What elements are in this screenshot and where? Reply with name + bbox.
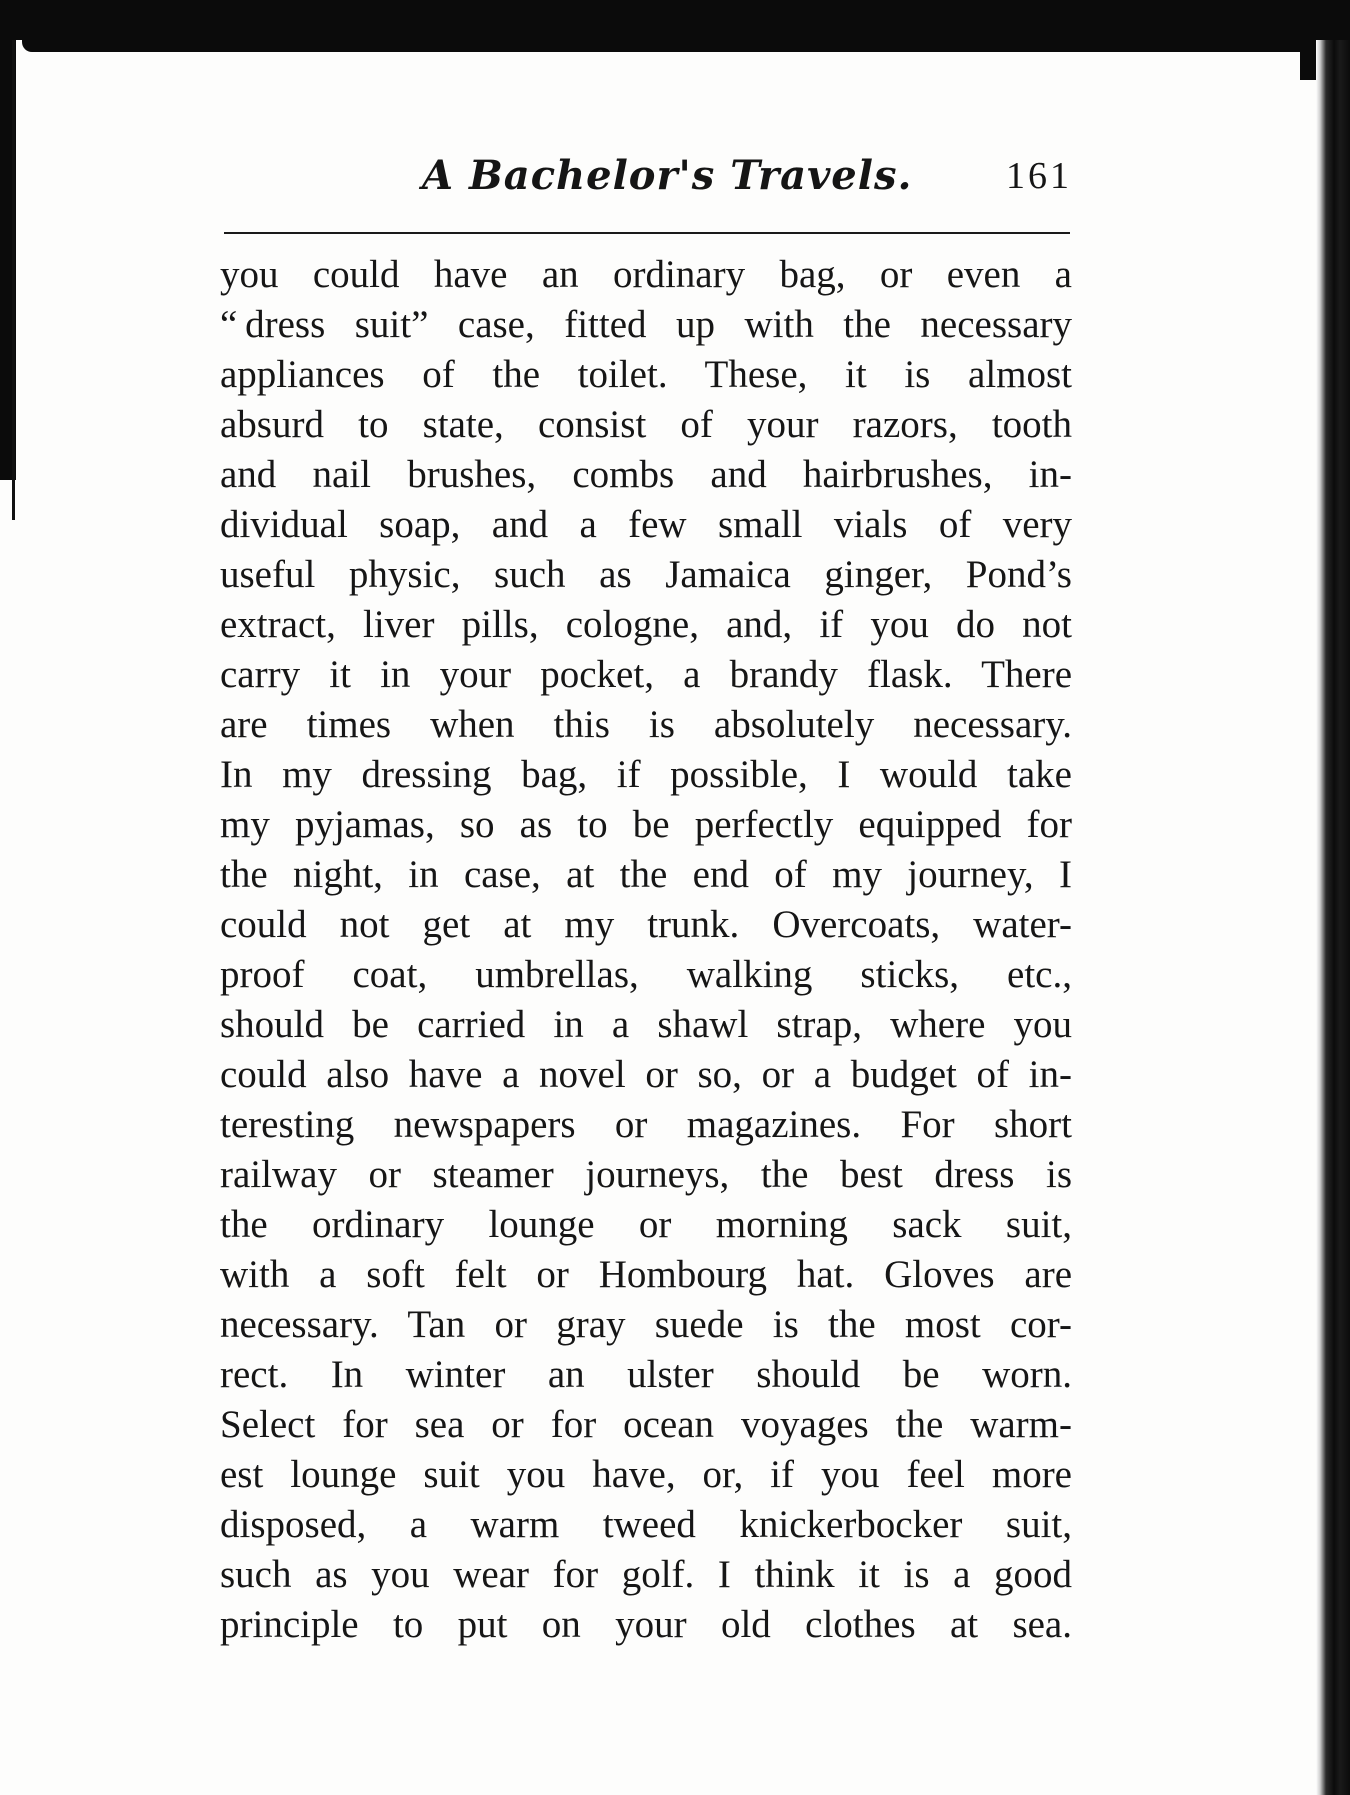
text-line: rect. In winter an ulster should be worn.: [220, 1353, 1072, 1396]
text-line: with a soft felt or Hombourg hat. Gloves are: [220, 1253, 1072, 1296]
text-line: necessary. Tan or gray suede is the most cor-: [220, 1303, 1072, 1346]
text-line: are times when this is absolutely necessary.: [220, 703, 1072, 746]
text-line: Select for sea or for ocean voyages the warm-: [220, 1403, 1072, 1446]
text-line: railway or steamer journeys, the best dress is: [220, 1153, 1072, 1196]
text-line: disposed, a warm tweed knickerbocker suit,: [220, 1503, 1072, 1546]
text-line: the night, in case, at the end of my journey, I: [220, 853, 1072, 896]
header-rule: [224, 232, 1070, 234]
text-line: could not get at my trunk. Overcoats, water-: [220, 903, 1072, 946]
text-line: you could have an ordinary bag, or even a: [220, 253, 1072, 296]
scan-edge-right: [1316, 40, 1350, 1795]
text-line: useful physic, such as Jamaica ginger, Pond’s: [220, 553, 1072, 596]
text-line: should be carried in a shawl strap, where you: [220, 1003, 1072, 1046]
scan-edge-left-line: [12, 40, 15, 520]
text-line: my pyjamas, so as to be perfectly equipped for: [220, 803, 1072, 846]
text-line: and nail brushes, combs and hairbrushes, in-: [220, 453, 1072, 496]
scan-edge-top: [0, 0, 1350, 40]
text-line: dividual soap, and a few small vials of very: [220, 503, 1072, 546]
body-text: [220, 250, 1072, 1650]
scan-edge-top-inner: [22, 40, 1322, 52]
text-line: “ dress suit” case, fitted up with the necessary: [220, 303, 1072, 346]
page-header: [222, 152, 1072, 212]
text-line: the ordinary lounge or morning sack suit,: [220, 1203, 1072, 1246]
text-line: proof coat, umbrellas, walking sticks, etc.,: [220, 953, 1072, 996]
text-line: teresting newspapers or magazines. For short: [220, 1103, 1072, 1146]
text-line: appliances of the toilet. These, it is almost: [220, 353, 1072, 396]
text-line: est lounge suit you have, or, if you feel more: [220, 1453, 1072, 1496]
text-line: In my dressing bag, if possible, I would take: [220, 753, 1072, 796]
text-line: extract, liver pills, cologne, and, if you do not: [220, 603, 1072, 646]
page-number: 161: [1006, 155, 1072, 197]
text-line: could also have a novel or so, or a budget of in-: [220, 1053, 1072, 1096]
text-line: carry it in your pocket, a brandy flask. There: [220, 653, 1072, 696]
text-line: such as you wear for golf. I think it is a good: [220, 1553, 1072, 1596]
running-title: A Bachelor's Travels.: [422, 152, 913, 199]
text-line: principle to put on your old clothes at sea.: [220, 1603, 1072, 1646]
text-line: absurd to state, consist of your razors, tooth: [220, 403, 1072, 446]
